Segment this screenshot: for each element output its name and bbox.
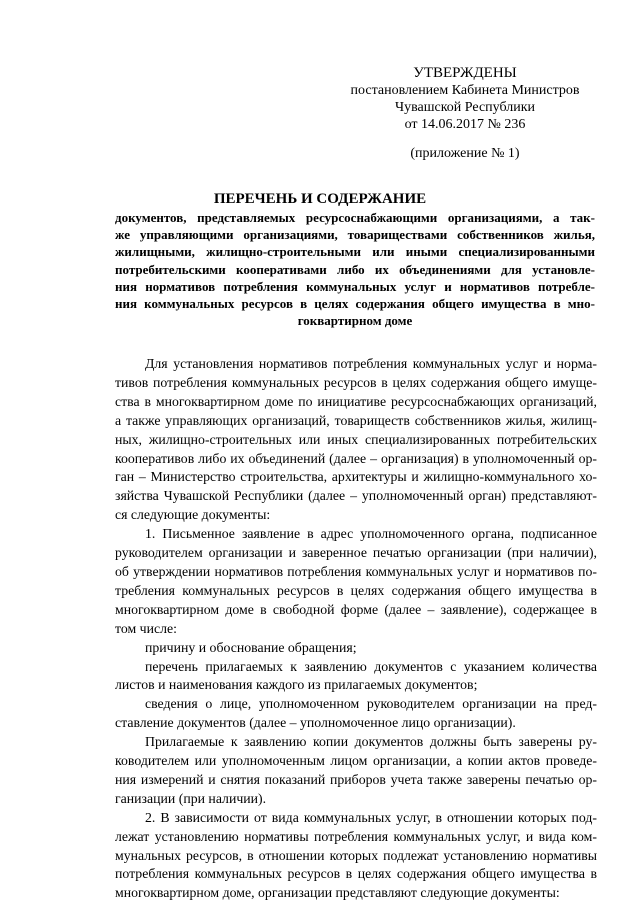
body-line: том числе: (115, 620, 177, 636)
body-line: Прилагаемые к заявлению копии документов должны быть заверены ру- (145, 734, 597, 750)
body-line: лежат установлению нормативы потребления коммунальных услуг, и вида ком- (115, 828, 597, 844)
body-line: ния измерений и снятия показаний приборов учета также заверены печатью ор- (115, 771, 597, 787)
approval-republic: Чувашской Республики (394, 100, 536, 115)
document-subtitle (115, 209, 595, 329)
body-line: Для установления нормативов потребления коммунальных услуг и норма- (145, 356, 597, 371)
body-line: ся следующие документы: (115, 507, 271, 523)
body-line: листов и наименования каждого из прилагаемых документов; (115, 677, 478, 693)
body-line: а также управляющих организаций, товариществ собственников жилья, жилищ- (115, 412, 597, 428)
subtitle-line: гоквартирном доме (297, 313, 413, 329)
body-line: ганизации (при наличии). (115, 790, 267, 806)
approval-date-number: от 14.06.2017 № 236 (404, 117, 526, 132)
body-line: ных, жилищно-строительных или иных специализированных потребительских (115, 431, 597, 447)
subtitle-line: ния нормативов потребления коммунальных услуг и нормативов потребле- (115, 278, 595, 294)
subtitle-line: ния коммунальных ресурсов в целях содержания общего имущества в мно- (115, 296, 595, 312)
body-line: мунальных ресурсов, в отношении которых подлежат установлению нормативы (115, 847, 597, 863)
body-line: об утверждении нормативов потребления коммунальных услуг и нормативов по- (115, 563, 597, 579)
body-line: зяйства Чувашской Республики (далее – уполномоченный орган) представляют- (115, 488, 597, 504)
approval-heading: УТВЕРЖДЕНЫ (413, 65, 517, 81)
body-line: сведения о лице, уполномоченном руководителем организации на пред- (145, 696, 597, 712)
body-line: тивов потребления коммунальных ресурсов в целях содержания общего имуще- (115, 374, 597, 390)
body-line: перечень прилагаемых к заявлению документов с указанием количества (145, 658, 597, 674)
subtitle-line: жилищными, жилищно-строительными или иными специализированными (115, 244, 595, 260)
approval-issuer: постановлением Кабинета Министров (350, 83, 580, 98)
document-title: ПЕРЕЧЕНЬ И СОДЕРЖАНИЕ (213, 191, 427, 207)
body-line: многоквартирном доме в свободной форме (далее – заявление), содержащее в (115, 601, 597, 617)
body-line: ководителем или уполномоченным лицом организации, а копии актов проведе- (115, 753, 597, 769)
approval-stamp (330, 65, 600, 133)
body-line: ставление документов (далее – уполномоченное лицо организации). (115, 715, 516, 731)
body-line: руководителем организации и заверенное печатью организации (при наличии), (115, 545, 597, 561)
body-line: 2. В зависимости от вида коммунальных услуг, в отношении которых под- (145, 809, 597, 825)
subtitle-line: документов, представляемых ресурсоснабжающими организациями, а так- (115, 210, 595, 225)
appendix-label: (приложение № 1) (410, 146, 520, 161)
document-body (115, 355, 597, 903)
subtitle-line: потребительскими кооперативами либо их объединениями для установле- (115, 261, 595, 277)
body-line: многоквартирном доме, организации представляют следующие документы: (115, 885, 560, 901)
body-line: ган – Министерство строительства, архитектуры и жилищно-коммунального хо- (115, 469, 597, 485)
subtitle-line: же управляющими организациями, товариществами собственников жилья, (115, 227, 595, 243)
body-line: кооперативов либо их объединений (далее – организация) в уполномоченный ор- (115, 450, 597, 466)
body-line: 1. Письменное заявление в адрес уполномоченного органа, подписанное (145, 526, 597, 542)
body-line: ства в многоквартирном доме по инициативе ресурсоснабжающих организаций, (115, 393, 597, 409)
body-line: потребления коммунальных ресурсов в целях содержания общего имущества в (115, 866, 597, 882)
body-line: причину и обоснование обращения; (145, 639, 357, 655)
body-line: требления коммунальных ресурсов в целях содержания общего имущества в (115, 582, 597, 598)
